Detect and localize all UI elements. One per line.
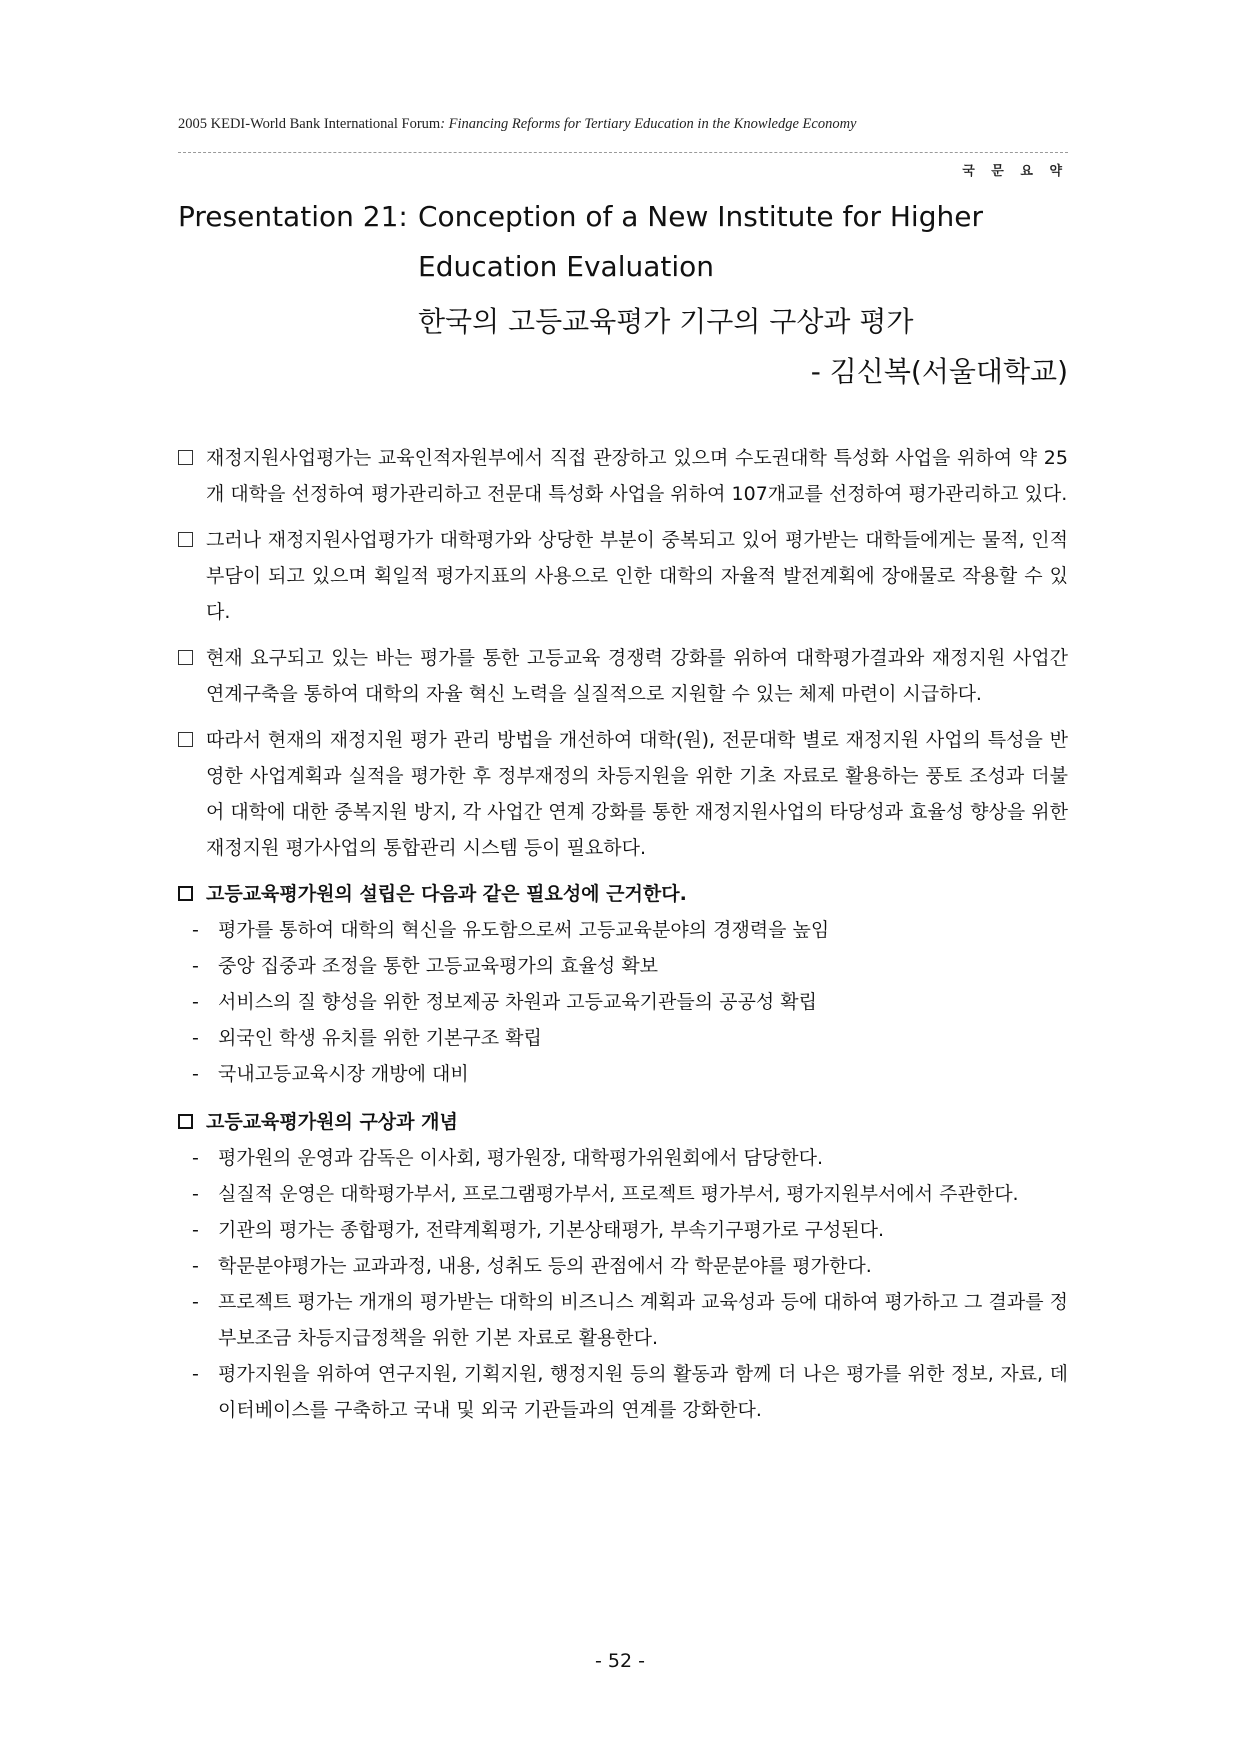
section-label: 국 문 요 약 — [962, 164, 1068, 179]
paragraph-text: 따라서 현재의 재정지원 평가 관리 방법을 개선하여 대학(원), 전문대학 별로 재정지원 사업의 특성을 반영한 사업계획과 실적을 평가한 후 정부재정의 차등지원을 위한 기초 자료로 활용하는 풍토 조성과 더불어 대학에 대한 중복지원 방지, 각 사업간 연계 강화를 통한 재정지원사업의 타당성과 효율성 향상을 위한 재정지원 평가사업의 통합관리 시스템 등이 필요하다. — [206, 729, 1068, 859]
summary-body — [178, 440, 1068, 1440]
conference-name: 2005 KEDI-World Bank International Forum — [178, 116, 441, 132]
list-item: - 프로젝트 평가는 개개의 평가받는 대학의 비즈니스 계획과 교육성과 등에 대하여 평가하고 그 결과를 정부보조금 차등지급정책을 위한 기본 자료로 활용한다. — [192, 1291, 1068, 1349]
paragraph-text: 현재 요구되고 있는 바는 평가를 통한 고등교육 경쟁력 강화를 위하여 대학평가결과와 재정지원 사업간 연계구축을 통하여 대학의 자율 혁신 노력을 실질적으로 지원할 수 있는 체제 마련이 시급하다. — [206, 647, 1068, 705]
necessity-list — [178, 912, 1068, 1092]
list-item: - 기관의 평가는 종합평가, 전략계획평가, 기본상태평가, 부속기구평가로 구성된다. — [192, 1219, 885, 1241]
list-item: - 학문분야평가는 교과과정, 내용, 성취도 등의 관점에서 각 학문분야를 평가한다. — [192, 1255, 872, 1277]
list-item: - 평가를 통하여 대학의 혁신을 유도함으로써 고등교육분야의 경쟁력을 높임 — [192, 919, 830, 941]
paragraph-text: 재정지원사업평가는 교육인적자원부에서 직접 관장하고 있으며 수도권대학 특성화 사업을 위하여 약 25개 대학을 선정하여 평가관리하고 전문대 특성화 사업을 위하여 107개교를 선정하여 평가관리하고 있다. — [206, 447, 1068, 505]
title-prefix: Presentation 21: — [178, 200, 408, 233]
checkbox-square-icon — [178, 450, 193, 465]
checkbox-square-icon — [178, 1114, 193, 1129]
running-header — [178, 116, 1068, 133]
header-divider — [178, 152, 1068, 153]
list-item: - 평가원의 운영과 감독은 이사회, 평가원장, 대학평가위원회에서 담당한다. — [192, 1147, 823, 1169]
paragraph-text: 그러나 재정지원사업평가가 대학평가와 상당한 부분이 중복되고 있어 평가받는 대학들에게는 물적, 인적 부담이 되고 있으며 획일적 평가지표의 사용으로 인한 대학의 자율적 발전계획에 장애물로 작용할 수 있다. — [206, 529, 1068, 623]
title-line-1: Conception of a New Institute for Higher — [418, 200, 983, 233]
conference-subtitle: : Financing Reforms for Tertiary Education in the Knowledge Economy — [440, 116, 857, 132]
summary-paragraph — [178, 440, 1068, 512]
checkbox-square-icon — [178, 732, 193, 747]
summary-paragraph — [178, 722, 1068, 866]
section-heading-necessity — [178, 876, 1068, 912]
section-heading-text: 고등교육평가원의 설립은 다음과 같은 필요성에 근거한다. — [206, 883, 687, 905]
list-item: - 중앙 집중과 조정을 통한 고등교육평가의 효율성 확보 — [192, 955, 659, 977]
checkbox-square-icon — [178, 650, 193, 665]
section-heading-concept — [178, 1104, 1068, 1140]
checkbox-square-icon — [178, 886, 193, 901]
list-item: - 실질적 운영은 대학평가부서, 프로그램평가부서, 프로젝트 평가부서, 평가지원부서에서 주관한다. — [192, 1183, 1019, 1205]
list-item: - 외국인 학생 유치를 위한 기본구조 확립 — [192, 1027, 542, 1049]
list-item: - 국내고등교육시장 개방에 대비 — [192, 1063, 469, 1085]
list-item: - 서비스의 질 향성을 위한 정보제공 차원과 고등교육기관들의 공공성 확립 — [192, 991, 817, 1013]
checkbox-square-icon — [178, 532, 193, 547]
summary-paragraph — [178, 522, 1068, 630]
title-line-2: Education Evaluation — [418, 250, 715, 283]
page-number: - 52 - — [595, 1650, 645, 1672]
concept-list — [178, 1140, 1068, 1428]
summary-paragraph — [178, 640, 1068, 712]
author-line: - 김신복(서울대학교) — [810, 355, 1068, 388]
korean-title: 한국의 고등교육평가 기구의 구상과 평가 — [418, 305, 914, 338]
list-item: - 평가지원을 위하여 연구지원, 기획지원, 행정지원 등의 활동과 함께 더 나은 평가를 위한 정보, 자료, 데이터베이스를 구축하고 국내 및 외국 기관들과의 연계를 강화한다. — [192, 1363, 1068, 1421]
section-heading-text: 고등교육평가원의 구상과 개념 — [206, 1111, 458, 1133]
